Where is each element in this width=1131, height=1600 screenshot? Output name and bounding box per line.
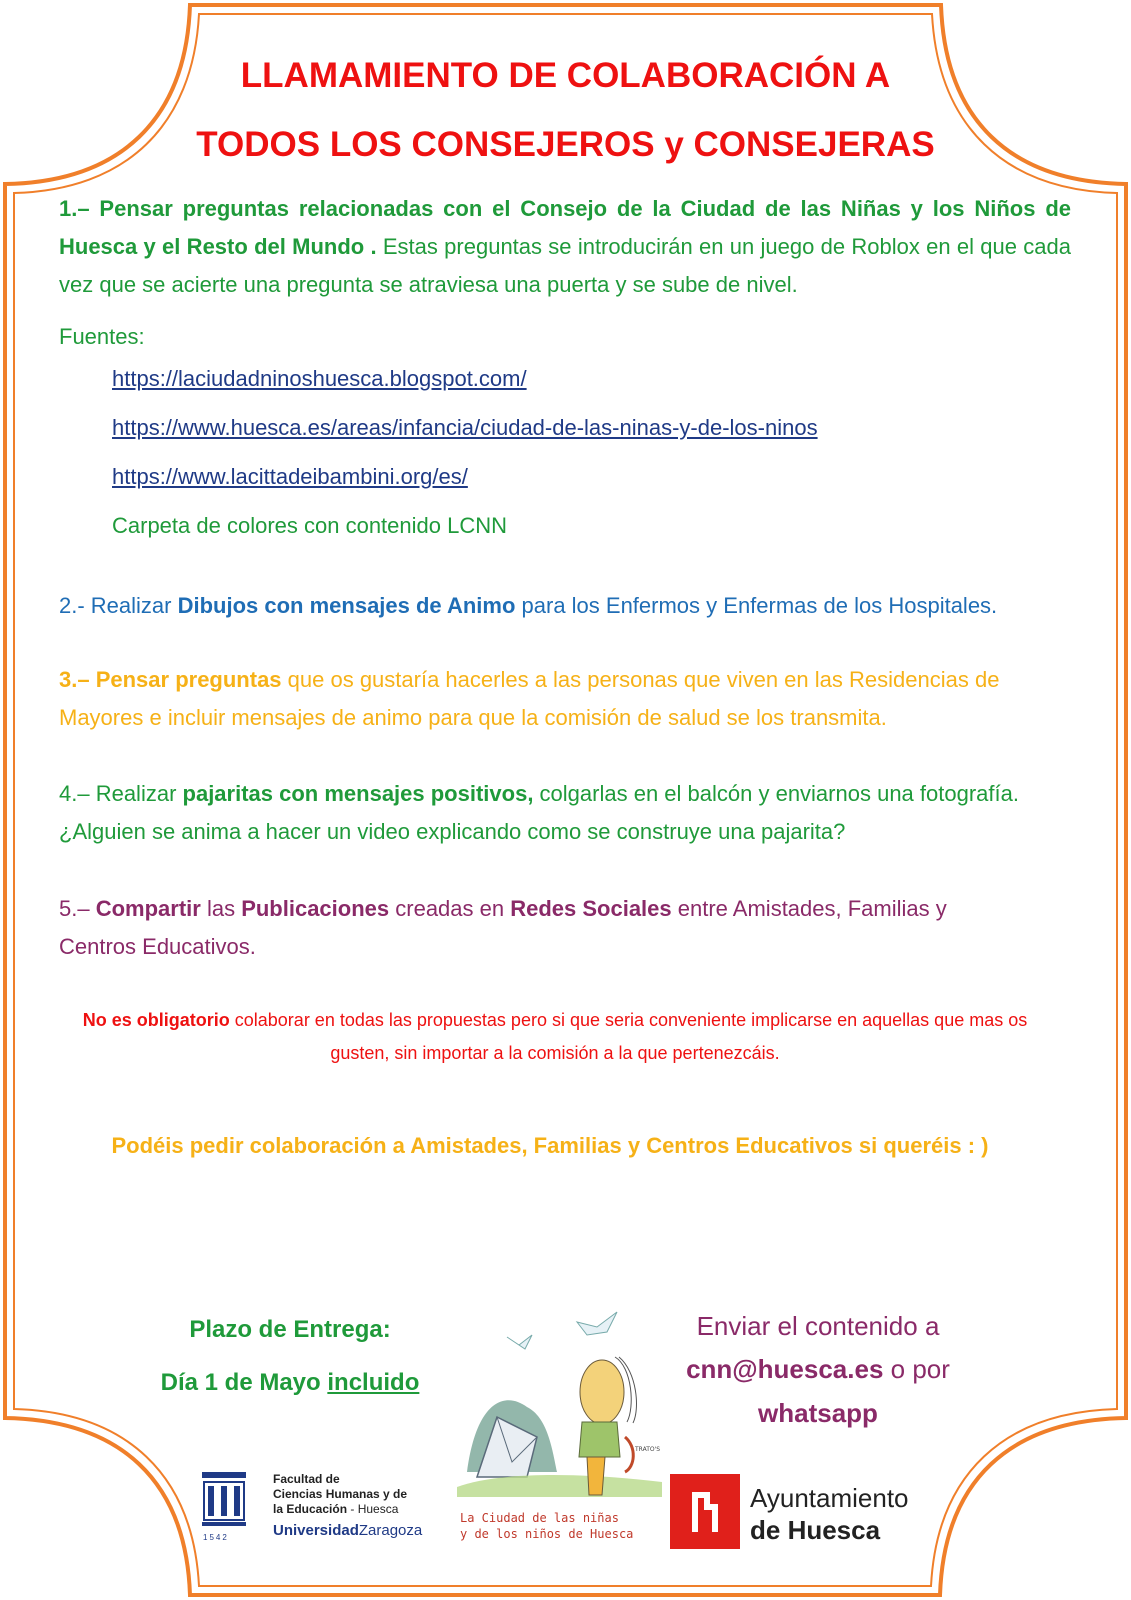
cnn-logo-line2: y de los niños de Huesca [460, 1527, 634, 1541]
item-2-prefix: 2.- Realizar [59, 593, 178, 618]
item-1-heading: 1.– Pensar preguntas relacionadas con el Consejo de la Ciudad de las Niñas y los Niños de Huesca y el Resto del Mundo . [59, 196, 1071, 259]
item-4-bold: pajaritas con mensajes positivos, [182, 781, 534, 806]
item-1 [59, 190, 1071, 304]
item-4 [59, 775, 1034, 851]
item-5 [59, 890, 989, 966]
faculty-line1: Facultad de [273, 1472, 340, 1486]
deadline-date-text: Día 1 de Mayo [160, 1369, 328, 1396]
page-title-line2: TODOS LOS CONSEJEROS y CONSEJERAS [196, 125, 935, 164]
university-year: 1542 [203, 1533, 229, 1542]
item-5-bold-compartir: Compartir [95, 896, 201, 921]
university-name [273, 1522, 422, 1539]
university-name-a: Universidad [273, 1522, 359, 1539]
item-3 [59, 661, 1071, 737]
university-name-b: Zaragoza [358, 1522, 423, 1539]
item-5-bold-publicaciones: Publicaciones [241, 896, 390, 921]
item-1-text: Estas preguntas se introducirán en un juego de Roblox en el que cada vez que se acierte una pregunta se atraviesa una puerta y se sube de nivel. [59, 234, 1071, 297]
source-link-blogspot[interactable]: https://laciudadninoshuesca.blogspot.com/ [112, 366, 527, 391]
note [55, 1004, 1055, 1070]
item-5-text-b: creadas en [389, 896, 511, 921]
faculty-line3a: la Educación [273, 1502, 348, 1516]
deadline-underlined: incluido [327, 1369, 420, 1396]
item-4-prefix: 4.– Realizar [59, 781, 183, 806]
item-3-text: que os gustaría hacerles a las personas que viven en las Residencias de Mayores e incluir mensajes de animo para que la comisión de salud se los transmita. [59, 667, 1000, 730]
send-or: o por [883, 1354, 950, 1384]
cnn-logo-line1: La Ciudad de las niñas [460, 1511, 619, 1525]
item-3-bold: 3.– Pensar preguntas [59, 667, 282, 692]
item-2-text: para los Enfermos y Enfermas de los Hospitales. [515, 593, 998, 618]
send-whatsapp: whatsapp [758, 1398, 878, 1428]
send-email[interactable]: cnn@huesca.es [686, 1354, 884, 1384]
invite-text: Podéis pedir colaboración a Amistades, Familias y Centros Educativos si queréis : ) [111, 1133, 989, 1158]
item-5-text-a: las [200, 896, 242, 921]
source-link-huesca[interactable]: https://www.huesca.es/areas/infancia/ciudad-de-las-ninas-y-de-los-ninos [112, 415, 818, 440]
item-5-prefix: 5.– [59, 896, 96, 921]
source-link-lacittadeibambini[interactable]: https://www.lacittadeibambini.org/es/ [112, 464, 468, 489]
page-title-line1: LLAMAMIENTO DE COLABORACIÓN A [240, 56, 891, 95]
cnn-logo-text [460, 1510, 670, 1542]
source-folder: Carpeta de colores con contenido LCNN [112, 513, 508, 538]
note-text: colaborar en todas las propuestas pero si que seria conveniente implicarse en aquellas que mas os gusten, sin importar a la comisión a la que pertenezcáis. [229, 1010, 1028, 1063]
note-bold: No es obligatorio [82, 1010, 230, 1030]
faculty-name [273, 1472, 407, 1517]
faculty-line3b: - Huesca [347, 1502, 399, 1516]
send-line1: Enviar el contenido a [696, 1311, 940, 1341]
item-5-bold-redes: Redes Sociales [510, 896, 672, 921]
deadline-date [130, 1369, 450, 1397]
item-4-text: colgarlas en el balcón y enviarnos una fotografía. ¿Alguien se anima a hacer un video explicando como se construye una pajarita? [59, 781, 1019, 844]
illustration-signature: TRATO'S [635, 1446, 661, 1453]
item-2-bold: Dibujos con mensajes de Animo [177, 593, 516, 618]
faculty-line2: Ciencias Humanas y de [273, 1487, 408, 1501]
item-2 [59, 587, 1071, 625]
deadline-label: Plazo de Entrega: [189, 1316, 391, 1343]
sources-label: Fuentes: [59, 324, 145, 349]
item-5-text-c: entre Amistades, Familias y Centros Educativos. [59, 896, 947, 959]
send-line2 [668, 1354, 968, 1385]
ayuntamiento-line1: Ayuntamiento [750, 1483, 909, 1513]
ayuntamiento-name [750, 1482, 909, 1546]
children-city-illustration [457, 1297, 662, 1542]
ayuntamiento-line2: de Huesca [750, 1515, 881, 1545]
ayuntamiento-logo-icon [670, 1474, 740, 1549]
